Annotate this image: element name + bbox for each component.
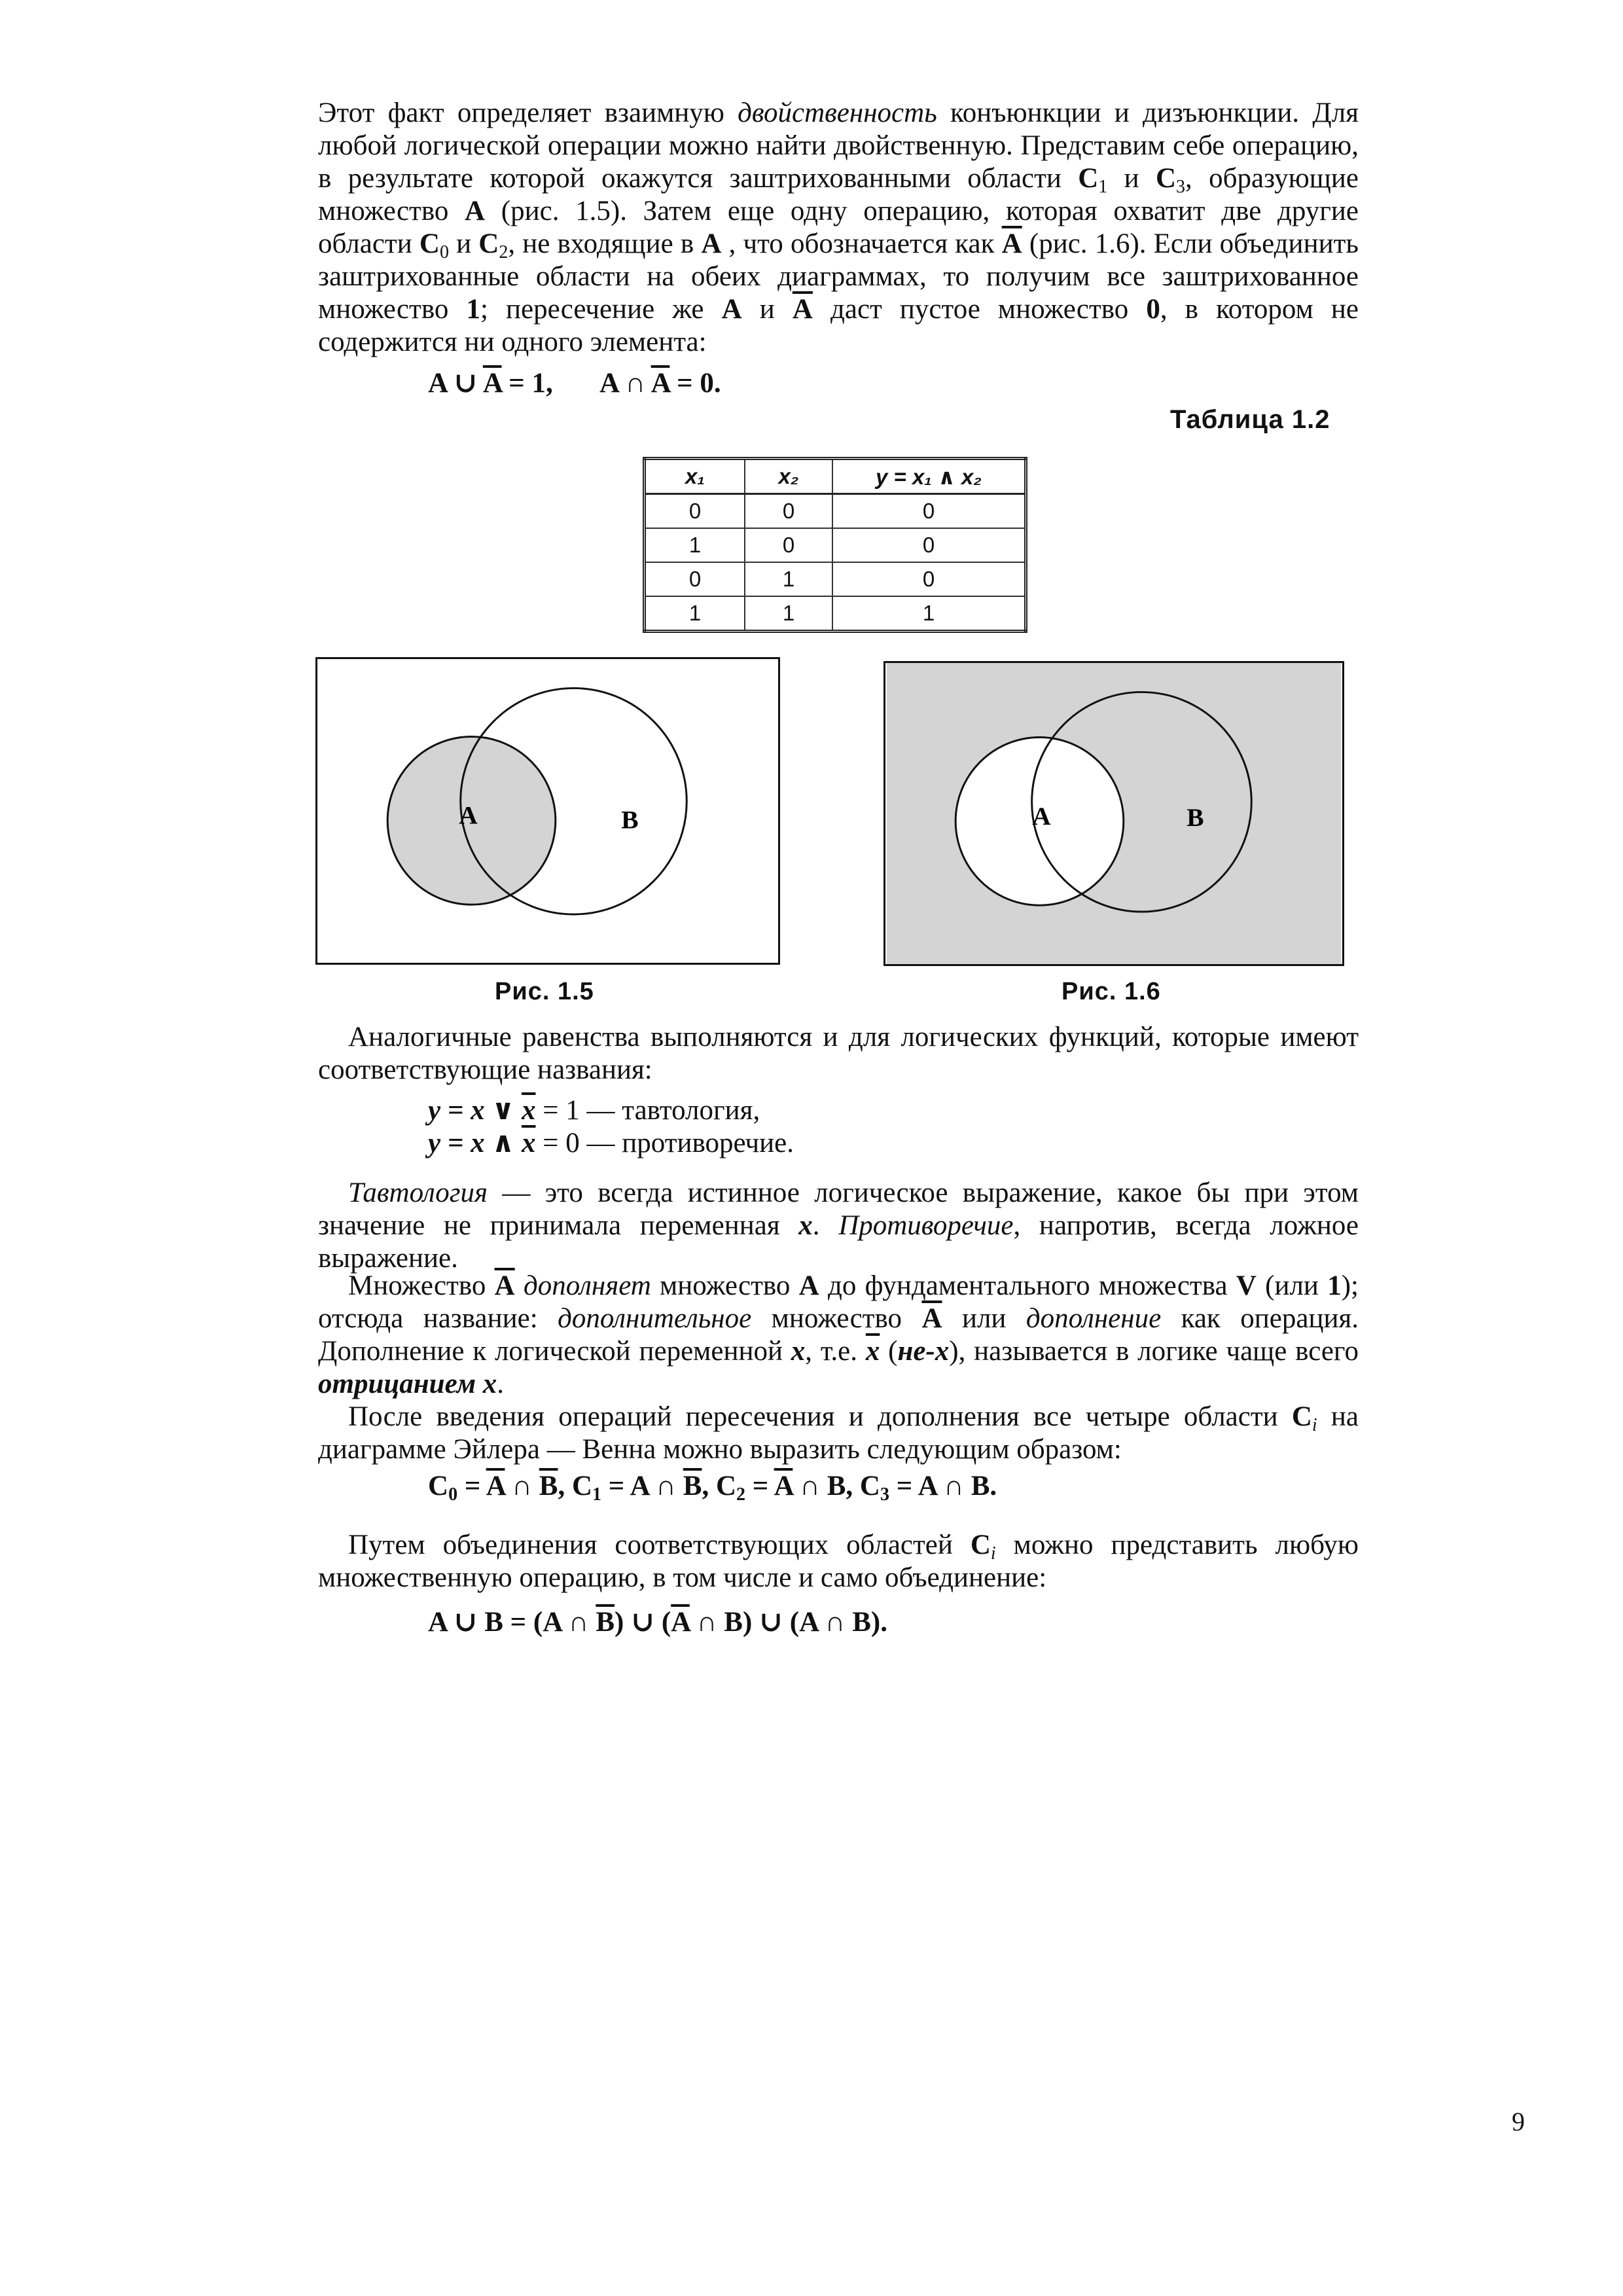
text: , образующие множество [318, 163, 1359, 226]
set-symbol: 1 [1327, 1270, 1342, 1301]
table-cell: 1 [832, 596, 1026, 632]
text [515, 1270, 524, 1301]
table-cell: 0 [745, 528, 832, 562]
table-cell: 1 [645, 596, 745, 632]
eq-part: , C [702, 1471, 737, 1501]
italic-term: Противоречие [838, 1210, 1014, 1241]
set-complement: $\overline{A}$ [792, 294, 813, 325]
set-complement: $\overline{B}$ [683, 1471, 702, 1501]
eq-part: ∩ B, C [793, 1471, 880, 1501]
negated-var: $\overline{x}$ [522, 1128, 536, 1158]
italic-term: двойственность [738, 98, 937, 128]
italic-term: отрицанием x [318, 1369, 497, 1399]
table-cell: 1 [745, 596, 832, 632]
table-header: x₂ [745, 459, 832, 494]
text: (или [1256, 1270, 1328, 1301]
set-symbol: A [721, 294, 742, 325]
text: конъюнкции и дизъюнкции. Для любой логической операции можно найти двойственную. Представим себе операцию, в результате которой окажутся заштрихованными области [318, 98, 1359, 194]
text: и [448, 228, 479, 259]
eq-part: = 0 — противоречие. [535, 1128, 794, 1158]
text: как операция. Дополнение к логической переменной [318, 1303, 1359, 1367]
paragraph-union [318, 1529, 1359, 1594]
set-symbol: 0 [1146, 294, 1160, 325]
set-symbol: V [1236, 1270, 1257, 1301]
label-b: B [1186, 802, 1204, 832]
text: , т.е. [805, 1336, 866, 1367]
set-symbol: A [701, 228, 722, 259]
set-symbol: C [419, 228, 440, 259]
set-symbol: C [1155, 163, 1177, 194]
label-b: B [621, 805, 639, 834]
paragraph-euler-venn [318, 1401, 1359, 1466]
table-cell: 1 [745, 562, 832, 596]
text: можно представить любую множественную операцию, в том числе и само объединение: [318, 1530, 1359, 1593]
text: , напротив, всегда ложное выражение. [318, 1210, 1359, 1274]
eq-part: = A ∩ [601, 1471, 683, 1501]
set-symbol: C [1078, 163, 1099, 194]
text: Этот факт определяет взаимную [318, 98, 738, 128]
table-header: x₁ [645, 459, 745, 494]
italic-term: Тавтология [348, 1177, 488, 1208]
page-number: 9 [1512, 2107, 1525, 2136]
eq-part: = 1, [501, 368, 553, 399]
text: (рис. 1.6). Если объединить заштрихованные области на обеих диаграммах, то получим все заштрихованное множество [318, 228, 1359, 325]
eq-part: , C [558, 1471, 593, 1501]
paragraph-complement [318, 1270, 1359, 1401]
eq-part: ∩ [505, 1471, 539, 1501]
eq-part: = A ∩ B. [889, 1471, 997, 1501]
set-complement: $\overline{A}$ [1001, 228, 1022, 259]
text: ; пересечение же [480, 294, 722, 325]
set-symbol: A [465, 196, 486, 226]
variable: x [791, 1336, 806, 1367]
eq-part: A ∩ [599, 368, 651, 399]
eq-part: C [428, 1471, 449, 1501]
table-row [645, 528, 1026, 562]
equation-regions [428, 1470, 997, 1503]
subscript: i [1311, 1415, 1317, 1435]
set-symbol: A [798, 1270, 819, 1301]
italic-term: дополнение [1026, 1303, 1162, 1334]
label-a: A [1032, 801, 1051, 831]
text: до фундаментального множества [819, 1270, 1236, 1301]
text: После введения операций пересечения и дополнения все четыре области [348, 1401, 1292, 1432]
table-cell: 1 [645, 528, 745, 562]
subscript: 1 [592, 1484, 602, 1505]
subscript: 0 [448, 1484, 458, 1505]
text: и [741, 294, 793, 325]
set-complement: $\overline{A}$ [671, 1607, 690, 1638]
text: — это всегда истинное логическое выражение, какое бы при этом значение не принимала переменная [318, 1177, 1359, 1241]
table-cell: 0 [645, 562, 745, 596]
eq-part: A ∪ B = (A ∩ [428, 1607, 596, 1638]
eq-part: = [457, 1471, 486, 1501]
set-complement: $\overline{A}$ [774, 1471, 793, 1501]
figure-caption: Рис. 1.6 [1061, 978, 1161, 1005]
equation-union-expansion [428, 1606, 887, 1639]
eq-part: A ∪ [428, 368, 483, 399]
paragraph-tautology-definition [318, 1177, 1359, 1275]
text: даст пустое множество [812, 294, 1147, 325]
text: , не входящие в [508, 228, 702, 259]
truth-table [643, 457, 1027, 633]
subscript: 3 [880, 1484, 889, 1505]
equation-union-intersection [428, 367, 721, 400]
equation-contradiction [428, 1127, 794, 1160]
subscript: 0 [439, 242, 449, 262]
set-complement: $\overline{A}$ [482, 368, 502, 399]
eq-part: y = x ∧ [428, 1128, 522, 1158]
subscript: 2 [499, 242, 508, 262]
table-caption: Таблица 1.2 [1170, 405, 1330, 434]
set-symbol: 1 [466, 294, 480, 325]
set-complement: $\overline{B}$ [539, 1471, 558, 1501]
negated-var: $\overline{x}$ [865, 1336, 880, 1367]
subscript: 3 [1176, 177, 1186, 197]
table-row [645, 494, 1026, 529]
text: . [812, 1210, 839, 1241]
set-symbol: C [478, 228, 499, 259]
text: множество [651, 1270, 799, 1301]
text: Аналогичные равенства выполняются и для логических функций, которые имеют соответствующие названия: [318, 1022, 1359, 1085]
text: Путем объединения соответствующих областей [348, 1530, 971, 1560]
text: или [942, 1303, 1026, 1334]
variable: x [798, 1210, 813, 1241]
table-cell: 0 [832, 562, 1026, 596]
text: ), называется в логике чаще всего [949, 1336, 1359, 1367]
eq-part: = [745, 1471, 774, 1501]
set-complement: $\overline{A}$ [651, 368, 670, 399]
equation-tautology [428, 1094, 760, 1127]
table-header: y = x₁ ∧ x₂ [832, 459, 1026, 494]
text: , в котором не содержится ни одного элемента: [318, 294, 1359, 357]
table-cell: 0 [645, 494, 745, 529]
table-cell: 0 [832, 528, 1026, 562]
table-row [645, 562, 1026, 596]
subscript: i [990, 1543, 996, 1564]
text: множество [751, 1303, 922, 1334]
text: ( [880, 1336, 898, 1367]
set-symbol: C [1291, 1401, 1312, 1432]
paragraph-logical-functions [318, 1021, 1359, 1086]
subscript: 1 [1098, 177, 1108, 197]
venn-diagram-fig-1-5 [315, 657, 780, 965]
set-complement: $\overline{A}$ [921, 1303, 942, 1334]
text: на диаграмме Эйлера — Венна можно выразить следующим образом: [318, 1401, 1359, 1465]
negated-var: $\overline{x}$ [522, 1095, 536, 1126]
italic-term: дополняет [523, 1270, 651, 1301]
text: . [497, 1369, 505, 1399]
italic-term: не-x [897, 1336, 950, 1367]
eq-part: = 0. [669, 368, 721, 399]
text: , что обозначается как [721, 228, 1002, 259]
italic-term: дополнительное [558, 1303, 752, 1334]
eq-part: y = x ∨ [428, 1095, 522, 1126]
text: и [1107, 163, 1156, 194]
set-complement: $\overline{A}$ [494, 1270, 515, 1301]
text: (рис. 1.5). Затем еще одну операцию, которая охватит две другие области [318, 196, 1359, 259]
table-cell: 0 [745, 494, 832, 529]
eq-part: = 1 — тавтология, [535, 1095, 760, 1126]
eq-part: ∩ B) ∪ (A ∩ B). [689, 1607, 887, 1638]
subscript: 2 [736, 1484, 746, 1505]
text: ); отсюда название: [318, 1270, 1359, 1334]
label-a: A [459, 800, 478, 830]
table-cell: 0 [832, 494, 1026, 529]
set-complement: $\overline{A}$ [486, 1471, 505, 1501]
set-symbol: C [970, 1530, 991, 1560]
venn-diagram-fig-1-6 [883, 661, 1344, 966]
eq-part: ) ∪ ( [615, 1607, 671, 1638]
text: Множество [348, 1270, 495, 1301]
set-complement: $\overline{B}$ [596, 1607, 615, 1638]
paragraph-duality [318, 97, 1359, 359]
table-row [645, 596, 1026, 632]
figure-caption: Рис. 1.5 [495, 978, 594, 1005]
table-header-row [645, 459, 1026, 494]
